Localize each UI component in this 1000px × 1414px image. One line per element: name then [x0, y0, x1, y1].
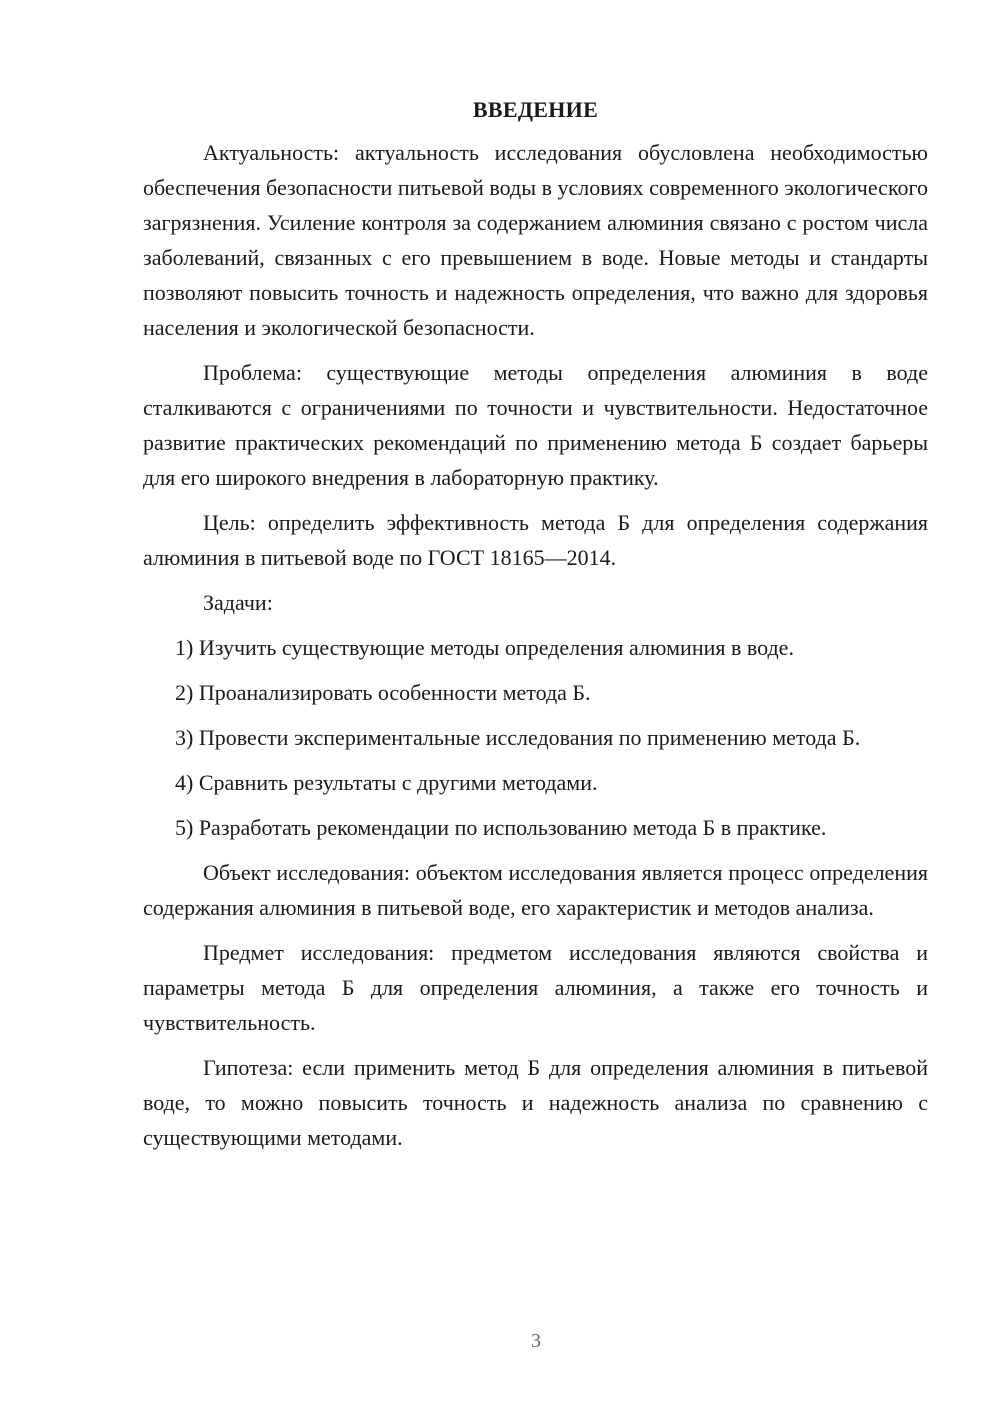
task-item-1: 1) Изучить существующие методы определения алюминия в воде.	[175, 635, 794, 660]
task-item-2: 2) Проанализировать особенности метода Б.	[175, 680, 591, 705]
section-title: ВВЕДЕНИЕ	[472, 97, 599, 122]
task-item-5: 5) Разработать рекомендации по использованию метода Б в практике.	[175, 815, 827, 840]
paragraph-subject: Предмет исследования: предметом исследования являются свойства и параметры метода Б для определения алюминия, а также его точность и чувствительность.	[143, 940, 928, 1035]
paragraph-hypothesis: Гипотеза: если применить метод Б для определения алюминия в питьевой воде, то можно повысить точность и надежность анализа по сравнению с существующими методами.	[143, 1055, 928, 1150]
paragraph-problem: Проблема: существующие методы определения алюминия в воде сталкиваются с ограничениями по точности и чувствительности. Недостаточное развитие практических рекомендаций по применению метода Б создает барьеры для его широкого внедрения в лабораторную практику.	[143, 360, 928, 490]
paragraph-object: Объект исследования: объектом исследования является процесс определения содержания алюминия в питьевой воде, его характеристик и методов анализа.	[143, 860, 928, 920]
task-item-4: 4) Сравнить результаты с другими методами.	[175, 770, 598, 795]
paragraph-goal: Цель: определить эффективность метода Б для определения содержания алюминия в питьевой воде по ГОСТ 18165—2014.	[143, 510, 928, 570]
document-page	[143, 92, 928, 1155]
tasks-heading: Задачи:	[203, 590, 273, 615]
task-item-3: 3) Провести экспериментальные исследования по применению метода Б.	[175, 725, 861, 750]
paragraph-relevance: Актуальность: актуальность исследования обусловлена необходимостью обеспечения безопасности питьевой воды в условиях современного экологического загрязнения. Усиление контроля за содержанием алюминия связано с ростом числа заболеваний, связанных с его превышением в воде. Новые методы и стандарты позволяют повысить точность и надежность определения, что важно для здоровья населения и экологической безопасности.	[143, 140, 928, 340]
page-number: 3	[531, 1330, 541, 1352]
